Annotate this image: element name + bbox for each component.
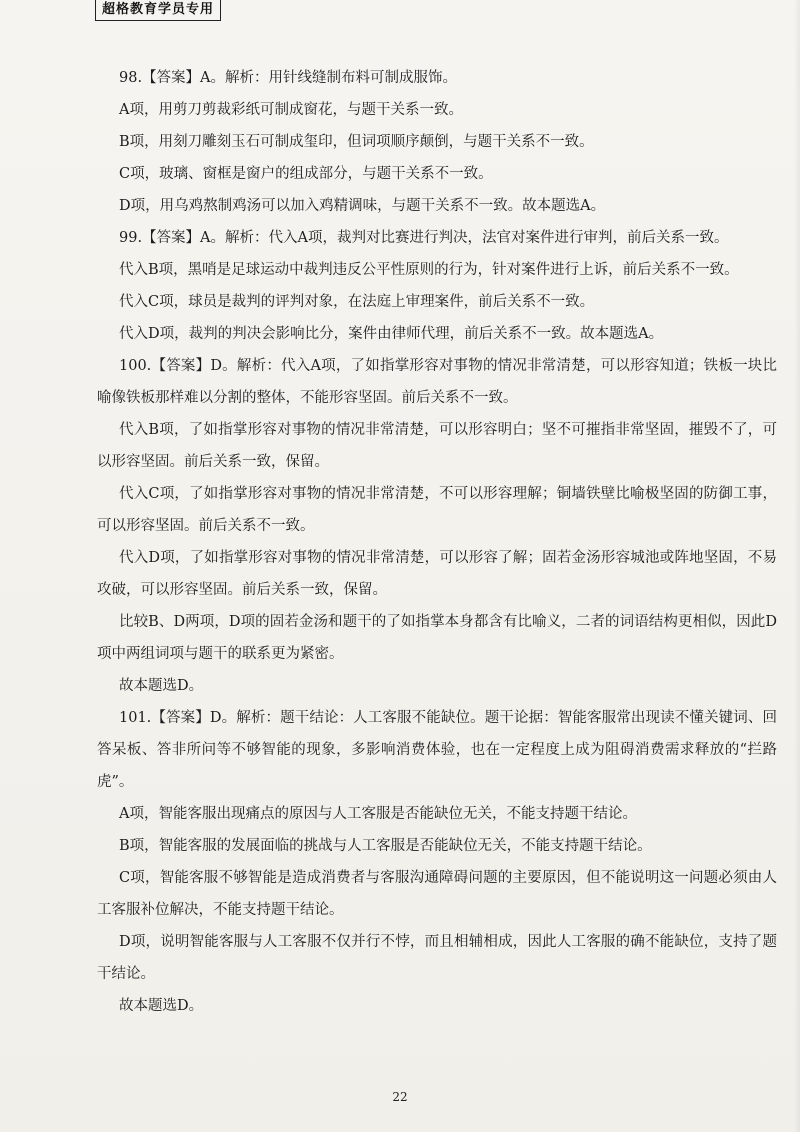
paragraph-q101-conclusion: 故本题选D。 [119,998,204,1014]
paragraph-q100-option-b: 代入B项，了如指掌形容对事物的情况非常清楚，可以形容明白；坚不可摧指非常坚固，摧毁不了，可以形容坚固。前后关系一致，保留。 [97,422,777,470]
paragraph-q100-answer: 100.【答案】D。解析：代入A项，了如指掌形容对事物的情况非常清楚，可以形容知道；铁板一块比喻像铁板那样难以分割的整体，不能形容坚固。前后关系不一致。 [97,358,777,406]
answer-explanations [97,62,777,1022]
paragraph-q99-option-b: 代入B项，黑哨是足球运动中裁判违反公平性原则的行为，针对案件进行上诉，前后关系不一致。 [119,262,739,278]
header-stamp: 超格教育学员专用 [95,0,221,21]
paragraph-q100-comparison: 比较B、D两项，D项的固若金汤和题干的了如指掌本身都含有比喻义，二者的词语结构更相似，因此D项中两组词项与题干的联系更为紧密。 [97,614,777,662]
page-number: 22 [392,1090,408,1104]
paragraph-q101-option-c: C项，智能客服不够智能是造成消费者与客服沟通障碍问题的主要原因，但不能说明这一问题必须由人工客服补位解决，不能支持题干结论。 [97,870,777,918]
paragraph-q101-answer: 101.【答案】D。解析：题干结论：人工客服不能缺位。题干论据：智能客服常出现读不懂关键词、回答呆板、答非所问等不够智能的现象，多影响消费体验，也在一定程度上成为阻碍消费需求释放的“拦路虎”。 [97,710,777,790]
paragraph-q101-option-d: D项，说明智能客服与人工客服不仅并行不悖，而且相辅相成，因此人工客服的确不能缺位，支持了题干结论。 [97,934,777,982]
paragraph-q98-option-a: A项，用剪刀剪裁彩纸可制成窗花，与题干关系一致。 [119,102,463,118]
paragraph-q98-option-b: B项，用刻刀雕刻玉石可制成玺印，但词项顺序颠倒，与题干关系不一致。 [119,134,594,150]
paragraph-q99-answer: 99.【答案】A。解析：代入A项，裁判对比赛进行判决，法官对案件进行审判，前后关系一致。 [119,230,729,246]
paragraph-q98-option-c: C项，玻璃、窗框是窗户的组成部分，与题干关系不一致。 [119,166,493,182]
page-edge-shadow [794,0,800,1132]
paragraph-q100-option-c: 代入C项，了如指掌形容对事物的情况非常清楚，不可以形容理解；铜墙铁壁比喻极坚固的防御工事，可以形容坚固。前后关系不一致。 [97,486,777,534]
paragraph-q98-answer: 98.【答案】A。解析：用针线缝制布料可制成服饰。 [119,70,458,86]
paragraph-q101-option-a: A项，智能客服出现痛点的原因与人工客服是否能缺位无关，不能支持题干结论。 [119,806,637,822]
paragraph-q100-option-d: 代入D项，了如指掌形容对事物的情况非常清楚，可以形容了解；固若金汤形容城池或阵地坚固，不易攻破，可以形容坚固。前后关系一致，保留。 [97,550,777,598]
paragraph-q101-option-b: B项，智能客服的发展面临的挑战与人工客服是否能缺位无关，不能支持题干结论。 [119,838,652,854]
paragraph-q99-option-d: 代入D项，裁判的判决会影响比分，案件由律师代理，前后关系不一致。故本题选A。 [119,326,664,342]
paragraph-q98-option-d: D项，用乌鸡熬制鸡汤可以加入鸡精调味，与题干关系不一致。故本题选A。 [119,198,606,214]
paragraph-q100-conclusion: 故本题选D。 [119,678,204,694]
paragraph-q99-option-c: 代入C项，球员是裁判的评判对象，在法庭上审理案件，前后关系不一致。 [119,294,595,310]
